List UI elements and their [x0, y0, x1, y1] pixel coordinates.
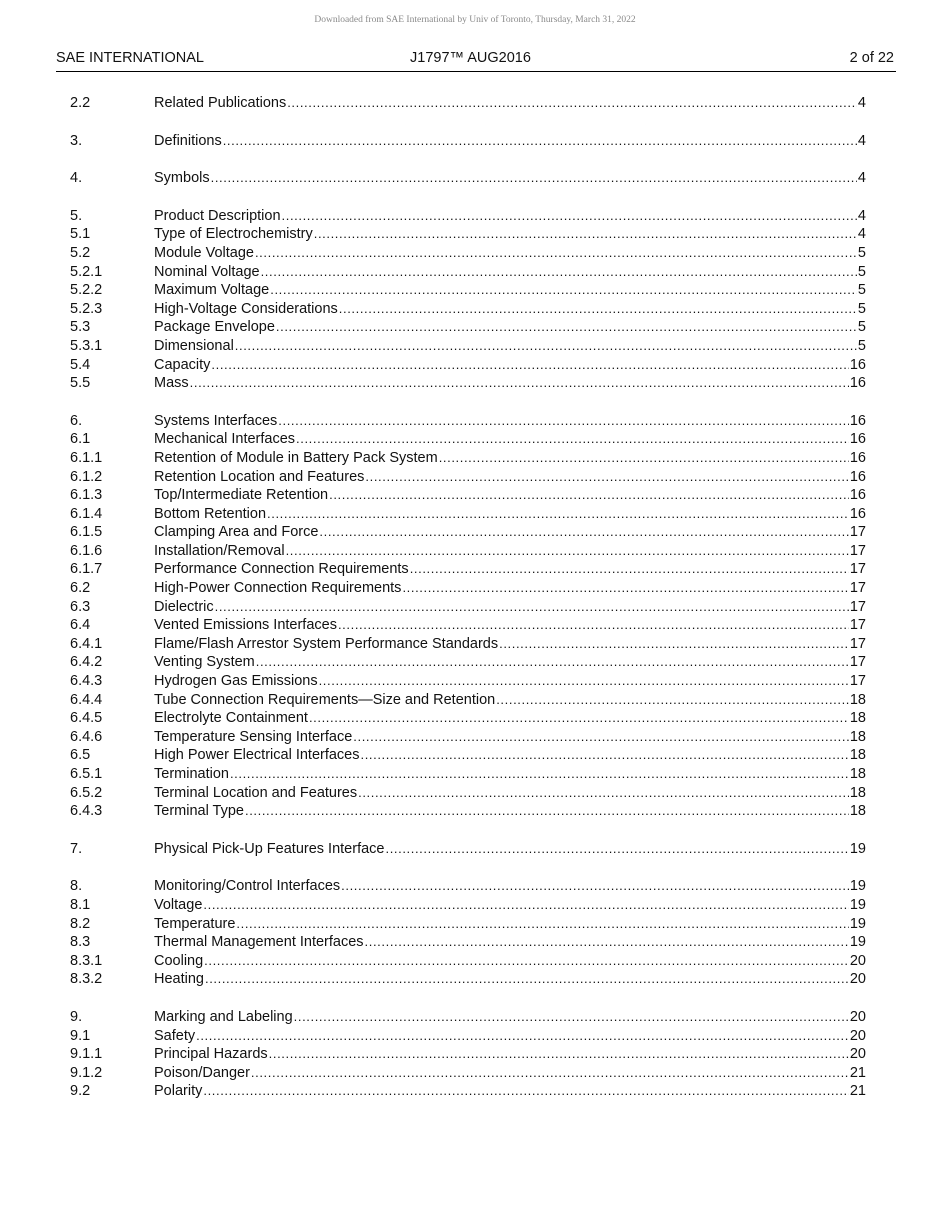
section-title: Termination [154, 766, 229, 782]
toc-entry[interactable] [70, 840, 866, 859]
toc-section-group [70, 412, 866, 821]
toc-entry[interactable] [70, 1008, 866, 1027]
section-title: Package Envelope [154, 319, 275, 336]
dot-leader [385, 840, 848, 859]
toc-entry[interactable] [70, 486, 866, 505]
section-number: 6.1.6 [70, 542, 103, 559]
section-number: 5.3.1 [70, 337, 103, 354]
dot-leader [341, 877, 849, 896]
section-title: Installation/Removal [154, 542, 285, 559]
page-number: 16 [849, 449, 866, 466]
toc-entry[interactable] [70, 746, 866, 765]
toc-entry[interactable] [70, 337, 866, 356]
toc-entry[interactable] [70, 933, 866, 952]
dot-leader [319, 672, 849, 691]
page-number: 20 [849, 1046, 866, 1063]
section-title: Related Publications [154, 95, 287, 111]
toc-entry[interactable] [70, 374, 866, 393]
toc-entry[interactable] [70, 505, 866, 524]
section-number: 5.2 [70, 244, 91, 261]
toc-entry[interactable] [70, 132, 866, 151]
section-number: 5.3 [70, 319, 91, 336]
toc-entry[interactable] [70, 728, 866, 747]
section-number: 5.2.3 [70, 300, 103, 317]
page-number: 18 [849, 691, 866, 708]
dot-leader [267, 505, 849, 524]
toc-entry[interactable] [70, 784, 866, 803]
toc-entry[interactable] [70, 169, 866, 188]
section-number: 6.1.1 [70, 449, 103, 466]
section-number: 6.1.3 [70, 487, 103, 504]
page-number: 16 [849, 487, 866, 504]
dot-leader [287, 94, 857, 113]
dot-leader [190, 374, 849, 393]
toc-section-group [70, 94, 866, 113]
publisher-name: SAE INTERNATIONAL [56, 50, 204, 66]
section-title: Capacity [154, 356, 211, 373]
download-watermark: Downloaded from SAE International by Univ of Toronto, Thursday, March 31, 2022 [314, 15, 636, 25]
page-number: 5 [857, 282, 866, 299]
dot-leader [499, 635, 849, 654]
section-number: 9.1.1 [70, 1046, 103, 1063]
dot-leader [338, 616, 849, 635]
page-number: 5 [857, 300, 866, 317]
section-number: 8.1 [70, 896, 91, 913]
section-number: 6.3 [70, 598, 91, 615]
dot-leader [204, 952, 849, 971]
dot-leader [215, 598, 849, 617]
dot-leader [339, 300, 857, 319]
page-number: 19 [849, 896, 866, 913]
page-number: 4 [857, 207, 866, 224]
toc-entry[interactable] [70, 468, 866, 487]
section-title: Type of Electrochemistry [154, 226, 313, 243]
section-title: High-Voltage Considerations [154, 300, 338, 317]
section-number: 5.2.2 [70, 282, 103, 299]
toc-entry[interactable] [70, 691, 866, 710]
section-number: 6.4.1 [70, 635, 103, 652]
toc-entry[interactable] [70, 244, 866, 263]
page-number: 16 [849, 468, 866, 485]
toc-entry[interactable] [70, 802, 866, 821]
section-title: Monitoring/Control Interfaces [154, 878, 341, 895]
section-number: 6.1 [70, 431, 91, 448]
section-number: 6.4.3 [70, 673, 103, 690]
page-number: 16 [849, 431, 866, 448]
section-number: 6.5.1 [70, 766, 103, 782]
section-title: Retention of Module in Battery Pack System [154, 449, 438, 466]
dot-leader [365, 468, 848, 487]
section-number: 9. [70, 1008, 83, 1025]
section-number: 5.2.1 [70, 263, 103, 280]
dot-leader [278, 412, 849, 431]
toc-entry[interactable] [70, 877, 866, 896]
section-number: 6.4.2 [70, 654, 103, 671]
page-number: 17 [849, 617, 866, 634]
section-title: High Power Electrical Interfaces [154, 747, 360, 764]
section-title: Voltage [154, 896, 203, 913]
page-number: 16 [849, 356, 866, 373]
dot-leader [276, 318, 857, 337]
toc-entry[interactable] [70, 318, 866, 337]
section-number: 6. [70, 412, 83, 429]
toc-section-group [70, 877, 866, 989]
page-number: 17 [849, 524, 866, 541]
dot-leader [211, 356, 848, 375]
section-number: 2.2 [70, 95, 91, 111]
section-title: Maximum Voltage [154, 282, 270, 299]
section-title: Module Voltage [154, 244, 254, 261]
section-number: 9.2 [70, 1083, 91, 1100]
page-header [56, 49, 896, 72]
dot-leader [205, 970, 849, 989]
toc-entry[interactable] [70, 449, 866, 468]
section-title: Dimensional [154, 337, 234, 354]
section-title: Performance Connection Requirements [154, 561, 409, 578]
page-number: 17 [849, 580, 866, 597]
dot-leader [439, 449, 849, 468]
dot-leader [296, 430, 849, 449]
section-number: 6.5.2 [70, 784, 103, 801]
section-number: 8.3.1 [70, 952, 103, 969]
page-number: 17 [849, 635, 866, 652]
section-title: Top/Intermediate Retention [154, 487, 329, 504]
section-number: 6.5 [70, 747, 91, 764]
dot-leader [196, 1027, 849, 1046]
toc-entry[interactable] [70, 207, 866, 226]
toc-entry[interactable] [70, 579, 866, 598]
section-number: 7. [70, 840, 83, 857]
dot-leader [365, 933, 849, 952]
section-title: Thermal Management Interfaces [154, 934, 364, 951]
page-number: 21 [849, 1064, 866, 1081]
section-title: Product Description [154, 207, 281, 224]
toc-entry[interactable] [70, 1064, 866, 1083]
page-number: 5 [857, 337, 866, 354]
section-number: 6.4 [70, 617, 91, 634]
page-number: 4 [857, 95, 866, 111]
section-title: Marking and Labeling [154, 1008, 293, 1025]
dot-leader [223, 132, 857, 151]
dot-leader [255, 244, 857, 263]
section-title: Electrolyte Containment [154, 710, 308, 727]
section-number: 6.1.2 [70, 468, 103, 485]
toc-entry[interactable] [70, 709, 866, 728]
section-title: Poison/Danger [154, 1064, 250, 1081]
section-number: 6.1.5 [70, 524, 103, 541]
section-title: Definitions [154, 132, 222, 149]
section-title: High-Power Connection Requirements [154, 580, 402, 597]
section-title: Hydrogen Gas Emissions [154, 673, 318, 690]
page-number: 17 [849, 673, 866, 690]
section-title: Temperature Sensing Interface [154, 728, 353, 745]
page-number: 20 [849, 1027, 866, 1044]
dot-leader [329, 486, 849, 505]
dot-leader [235, 337, 857, 356]
dot-leader [269, 1045, 849, 1064]
section-title: Flame/Flash Arrestor System Performance Standards [154, 635, 499, 652]
dot-leader [361, 746, 849, 765]
page-number: 17 [849, 654, 866, 671]
page-number: 4 [857, 132, 866, 149]
page-number: 16 [849, 375, 866, 392]
dot-leader [282, 207, 857, 226]
dot-leader [314, 225, 857, 244]
section-number: 8.2 [70, 915, 91, 932]
toc-entry[interactable] [70, 356, 866, 375]
toc-entry[interactable] [70, 430, 866, 449]
dot-leader [230, 765, 849, 784]
page-number: 18 [849, 784, 866, 801]
section-number: 8. [70, 878, 83, 895]
dot-leader [286, 542, 849, 561]
section-title: Mechanical Interfaces [154, 431, 296, 448]
section-number: 6.1.7 [70, 561, 103, 578]
dot-leader [211, 169, 857, 188]
page-number: 18 [849, 710, 866, 727]
document-id: J1797™ AUG2016 [410, 50, 531, 66]
toc-entry[interactable] [70, 281, 866, 300]
section-number: 6.4.5 [70, 710, 103, 727]
section-title: Polarity [154, 1083, 203, 1100]
toc-section-group [70, 207, 866, 393]
section-number: 9.1.2 [70, 1064, 103, 1081]
page-number: 5 [857, 319, 866, 336]
section-number: 4. [70, 170, 83, 187]
toc-entry[interactable] [70, 263, 866, 282]
section-number: 5.5 [70, 375, 91, 392]
section-title: Dielectric [154, 598, 214, 615]
section-title: Nominal Voltage [154, 263, 260, 280]
section-title: Retention Location and Features [154, 468, 365, 485]
page-indicator: 2 of 22 [849, 50, 894, 66]
toc-entry[interactable] [70, 1045, 866, 1064]
section-title: Vented Emissions Interfaces [154, 617, 337, 634]
page-number: 21 [849, 1083, 866, 1100]
dot-leader [309, 709, 849, 728]
dot-leader [261, 263, 857, 282]
toc-entry[interactable] [70, 523, 866, 542]
page-number: 18 [849, 766, 866, 782]
section-number: 6.2 [70, 580, 91, 597]
dot-leader [236, 915, 848, 934]
page-number: 20 [849, 971, 866, 988]
toc-entry[interactable] [70, 952, 866, 971]
section-title: Clamping Area and Force [154, 524, 319, 541]
section-title: Cooling [154, 952, 204, 969]
dot-leader [353, 728, 849, 747]
toc-entry[interactable] [70, 560, 866, 579]
dot-leader [203, 1082, 849, 1101]
toc-entry[interactable] [70, 970, 866, 989]
page-number: 17 [849, 542, 866, 559]
page-number: 5 [857, 244, 866, 261]
page-number: 18 [849, 728, 866, 745]
dot-leader [496, 691, 849, 710]
table-of-contents [70, 94, 866, 1120]
toc-entry[interactable] [70, 598, 866, 617]
toc-entry[interactable] [70, 765, 866, 784]
toc-entry[interactable] [70, 300, 866, 319]
page-number: 16 [849, 505, 866, 522]
dot-leader [270, 281, 857, 300]
toc-entry[interactable] [70, 635, 866, 654]
toc-entry[interactable] [70, 542, 866, 561]
toc-section-group [70, 840, 866, 859]
section-number: 5. [70, 207, 83, 224]
section-title: Systems Interfaces [154, 412, 278, 429]
page-number: 20 [849, 952, 866, 969]
dot-leader [294, 1008, 849, 1027]
section-title: Principal Hazards [154, 1046, 268, 1063]
dot-leader [410, 560, 849, 579]
dot-leader [402, 579, 848, 598]
section-number: 3. [70, 132, 83, 149]
toc-entry[interactable] [70, 896, 866, 915]
section-title: Safety [154, 1027, 196, 1044]
section-title: Physical Pick-Up Features Interface [154, 840, 385, 857]
page-number: 4 [857, 170, 866, 187]
page-number: 19 [849, 934, 866, 951]
section-title: Bottom Retention [154, 505, 267, 522]
toc-entry[interactable] [70, 915, 866, 934]
toc-entry[interactable] [70, 1027, 866, 1046]
dot-leader [256, 653, 849, 672]
section-title: Tube Connection Requirements—Size and Retention [154, 691, 496, 708]
section-number: 9.1 [70, 1027, 91, 1044]
toc-entry[interactable] [70, 225, 866, 244]
page-number: 18 [849, 747, 866, 764]
page-number: 17 [849, 561, 866, 578]
section-number: 6.1.4 [70, 505, 103, 522]
dot-leader [358, 784, 849, 803]
dot-leader [319, 523, 848, 542]
page-number: 4 [857, 226, 866, 243]
toc-entry[interactable] [70, 412, 866, 431]
page-number: 18 [849, 803, 866, 820]
dot-leader [245, 802, 849, 821]
section-title: Symbols [154, 170, 210, 187]
toc-entry[interactable] [70, 672, 866, 691]
toc-section-group [70, 169, 866, 188]
toc-entry[interactable] [70, 1082, 866, 1101]
dot-leader [203, 896, 848, 915]
section-title: Mass [154, 375, 189, 392]
page-number: 19 [849, 915, 866, 932]
toc-entry[interactable] [70, 616, 866, 635]
toc-entry[interactable] [70, 653, 866, 672]
section-number: 6.4.3 [70, 803, 103, 820]
section-title: Terminal Type [154, 803, 244, 820]
section-title: Temperature [154, 915, 236, 932]
page-number: 19 [849, 840, 866, 857]
page-number: 20 [849, 1008, 866, 1025]
dot-leader [251, 1064, 849, 1083]
page-number: 5 [857, 263, 866, 280]
section-title: Heating [154, 971, 204, 988]
section-number: 6.4.6 [70, 728, 103, 745]
section-number: 5.4 [70, 356, 91, 373]
section-number: 8.3.2 [70, 971, 103, 988]
page-number: 16 [849, 412, 866, 429]
section-title: Terminal Location and Features [154, 784, 358, 801]
section-number: 6.4.4 [70, 691, 103, 708]
section-number: 8.3 [70, 934, 91, 951]
toc-section-group [70, 1008, 866, 1101]
toc-section-group [70, 132, 866, 151]
section-title: Venting System [154, 654, 255, 671]
section-number: 5.1 [70, 226, 91, 243]
page-number: 19 [849, 878, 866, 895]
page-number: 17 [849, 598, 866, 615]
toc-entry[interactable] [70, 94, 866, 113]
